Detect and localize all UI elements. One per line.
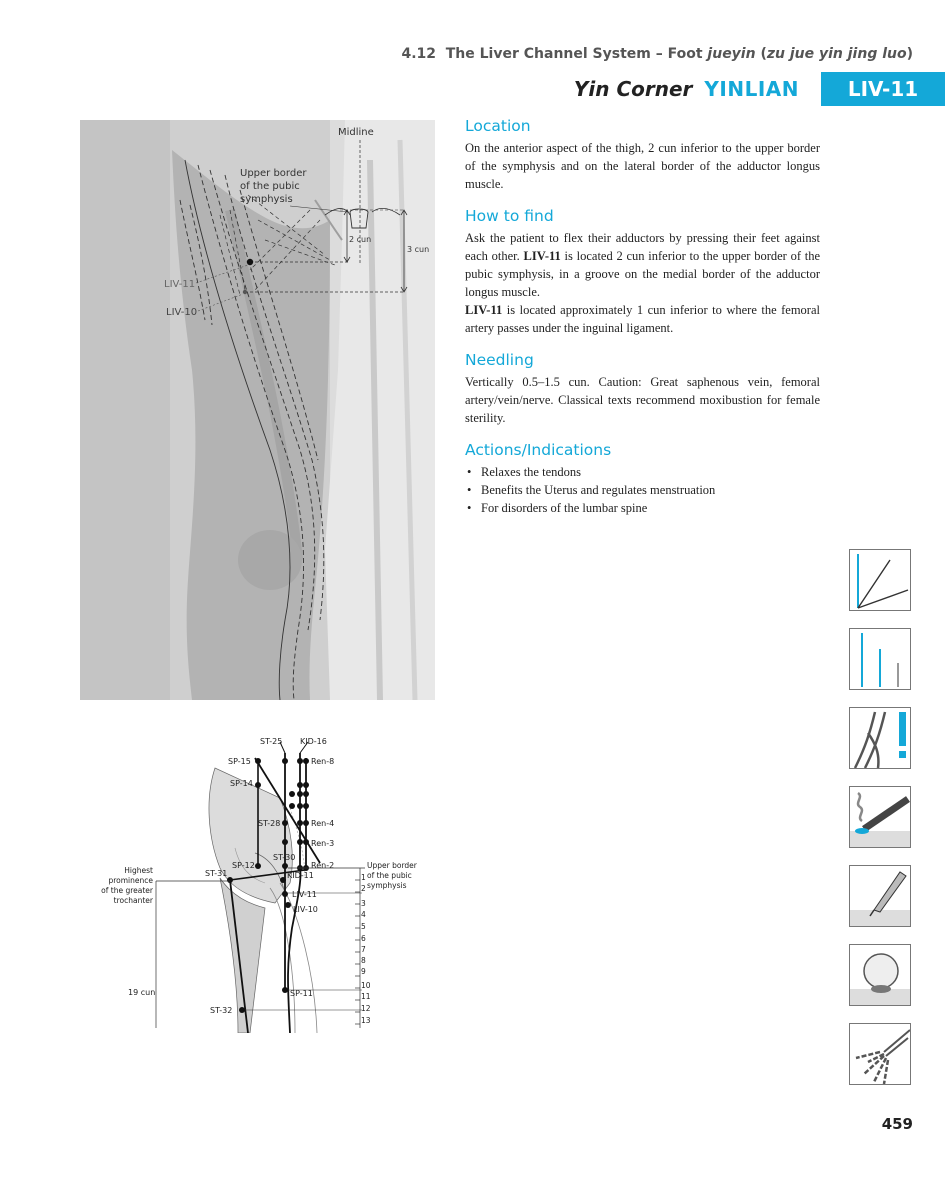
actions-section [465,441,820,517]
label-highest-3: of the greater [101,886,153,895]
cupping-icon [849,944,911,1006]
needle-insertion-icon [849,865,911,927]
tick-label: 4 [361,910,366,919]
tick-label: 9 [361,967,366,976]
actions-list [465,463,820,517]
moxibustion-icon [849,786,911,848]
label-highest-2: prominence [108,876,153,885]
label-ren3: Ren-3 [311,839,335,848]
list-item: • Benefits the Uterus and regulates menstruation [465,481,820,499]
label-highest-1: Highest [124,866,153,875]
needling-heading: Needling [465,351,534,369]
label-upper-border-3: symphysis [367,881,407,890]
tick-label: 10 [361,981,371,990]
tick-label: 6 [361,934,366,943]
point-english-name: Yin Corner [573,77,693,101]
label-highest-4: trochanter [113,896,153,905]
tick-label: 12 [361,1004,371,1013]
photo-label-upper-border-1: Upper border [240,168,307,179]
tick-label: 13 [361,1016,371,1025]
photo-label-liv10: LIV-10 [166,307,198,318]
label-sp14: SP-14 [230,779,253,788]
tick-label: 2 [361,884,366,893]
actions-heading: Actions/Indications [465,441,612,459]
location-text: On the anterior aspect of the thigh, 2 cun inferior to the upper border of the symphysis and on the lateral border of the adductor longus muscle. [465,141,820,191]
tick-label: 8 [361,956,366,965]
label-upper-border-1: Upper border [367,861,417,870]
list-item: • For disorders of the lumbar spine [465,499,820,517]
label-ren4: Ren-4 [311,819,335,828]
needle-angles-icon [849,549,911,611]
skeleton-hand-icon [849,1023,911,1085]
running-head: 4.12 The Liver Channel System – Foot jueyin (zu jue yin jing luo) [401,46,913,62]
label-upper-border-2: of the pubic [367,871,412,880]
label-st30: ST-30 [273,853,296,862]
label-liv11: LIV-11 [292,890,317,899]
label-st28: ST-28 [258,819,281,828]
label-st31: ST-31 [205,869,228,878]
pelvis-diagram [80,728,440,1033]
list-item: • Relaxes the tendons [465,463,820,481]
label-st32: ST-32 [210,1006,233,1015]
label-kid11: KID-11 [287,871,314,880]
location-heading: Location [465,117,531,135]
tick-label: 1 [361,873,366,882]
photo-label-upper-border-2: of the pubic [240,181,300,192]
label-sp12: SP-12 [232,861,255,870]
point-pinyin-name: YINLIAN [704,77,799,101]
label-kid16: KID-16 [300,737,327,746]
how-to-find-paragraph-1: Ask the patient to flex their adductors by pressing their feet against each other. LIV-11 is located 2 cun inferior to the upper border of the pubic symphysis, in a groove on the medial border of the adductor longus muscle. [465,231,821,299]
label-ren2: Ren-2 [311,861,335,870]
needle-depth-icon [849,628,911,690]
label-19-cun: 19 cun [128,988,156,997]
point-code-badge: LIV-11 [821,72,945,106]
label-st25: ST-25 [260,737,283,746]
tick-label: 11 [361,992,371,1001]
channel-pinyin: zu jue yin jing luo [766,46,907,62]
needling-text: Vertically 0.5–1.5 cun. Caution: Great saphenous vein, femoral artery/vein/nerve. Classical texts recommend moxibustion for female sterility. [465,375,820,425]
photo-label-2-cun: 2 cun [349,235,372,244]
photo-label-midline: Midline [338,127,374,138]
photo-point-liv11 [247,259,253,265]
how-to-find-heading: How to find [465,207,554,225]
photo-label-3-cun: 3 cun [407,245,430,254]
point-title [574,72,945,106]
tick-label: 7 [361,945,366,954]
how-to-find-section [465,207,820,337]
needling-section [465,351,820,427]
label-sp11: SP-11 [290,989,313,998]
caution-vessels-icon [849,707,911,769]
tick-label: 5 [361,922,366,931]
photo-label-liv11: LIV-11 [164,279,196,290]
label-sp15: SP-15 [228,757,251,766]
photo-point-liv10 [243,290,247,294]
page-number: 459 [881,1115,913,1133]
jueyin-term: jueyin [707,46,756,62]
label-liv10: LIV-10 [293,905,318,914]
thigh-photo [80,120,435,700]
label-ren8: Ren-8 [311,757,335,766]
photo-label-upper-border-3: symphysis [240,194,293,205]
how-to-find-paragraph-2: LIV-11 is located approximately 1 cun inferior to where the femoral artery passes under the inguinal ligament. [465,303,820,335]
text-column [465,117,820,531]
location-section [465,117,820,193]
tick-label: 3 [361,899,366,908]
